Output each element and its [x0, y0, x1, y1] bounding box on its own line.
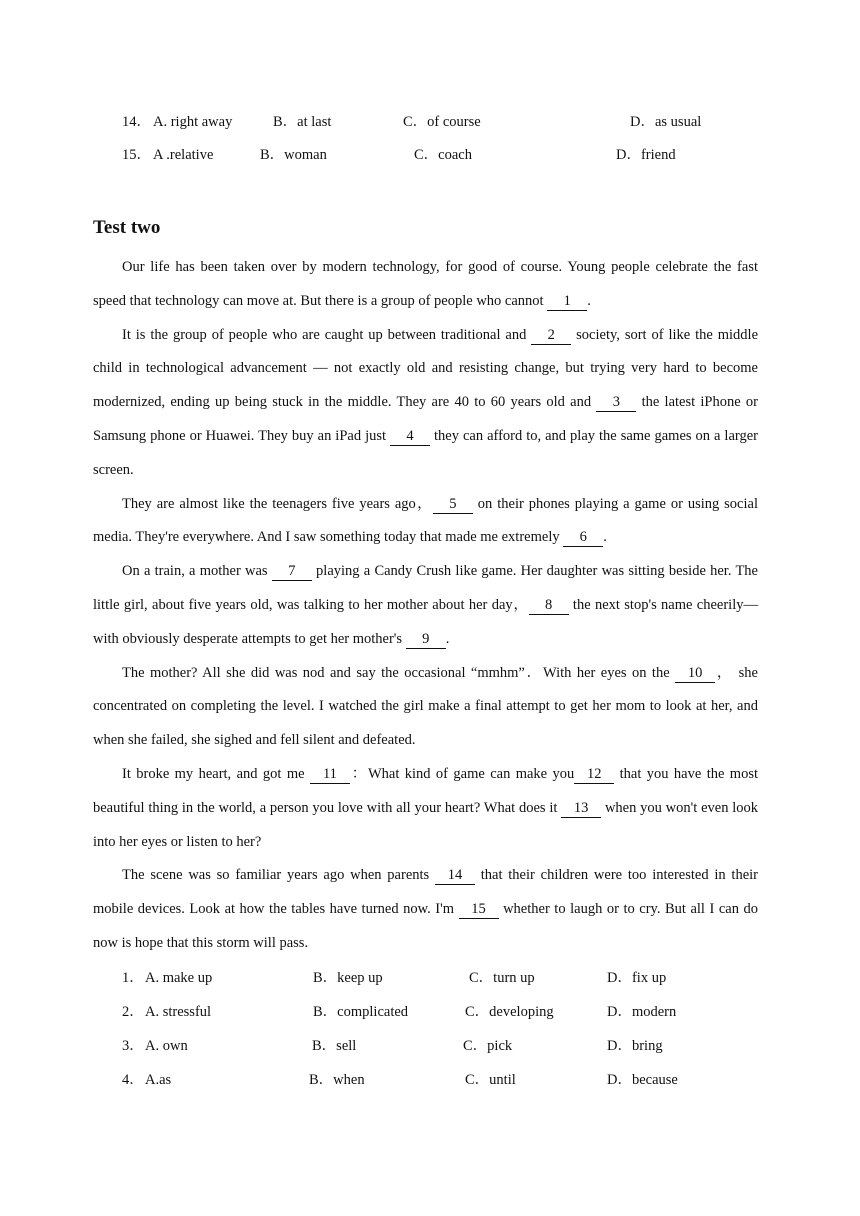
paragraph-6: [93, 758, 758, 859]
paragraph-5: [93, 657, 758, 758]
blank-9: 9: [406, 631, 446, 649]
passage-text: The mother? All she did was nod and say the occasional “mmhm”．With her eyes on the: [122, 664, 676, 681]
option-c: C．of course: [403, 114, 481, 130]
option-b: B．at last: [273, 114, 332, 130]
option-c: C．developing: [465, 1004, 554, 1020]
question-number: 4．: [122, 1072, 144, 1088]
question-number: 1．: [122, 970, 144, 986]
section-heading: Test two: [93, 217, 161, 238]
option-row-1: [0, 967, 860, 989]
passage-text: that you have the most beautiful thing in the world, a person you love with all your heart? What does it: [93, 765, 759, 816]
passage-text: playing a Candy Crush like game. Her daughter was sitting beside her. The little girl, about five years old, was talking to her mother about her day，: [93, 563, 758, 613]
passage-text: ， she concentrated on completing the level. I watched the girl make a final attempt to get her mom to look at her, and when she failed, she sighed and fell silent and defeated.: [93, 664, 758, 749]
passage-text: .: [587, 292, 591, 309]
passage-text: that their children were too interested in their mobile devices. Look at how the tables have turned now. I'm: [93, 867, 758, 918]
passage-text: On a train, a mother was: [122, 563, 272, 580]
passage-text: the latest iPhone or Samsung phone or Huawei. They buy an iPad just: [93, 394, 759, 444]
question-number: 3．: [122, 1038, 144, 1054]
option-a: A .relative: [153, 147, 214, 163]
option-d: D．modern: [607, 1004, 677, 1020]
passage-text: It is the group of people who are caught up between traditional and: [122, 326, 532, 343]
option-d: D．as usual: [630, 114, 702, 130]
passage-text: ：What kind of game can make you: [349, 765, 575, 782]
blank-14: 14: [435, 867, 475, 885]
question-number: 15．: [122, 147, 151, 163]
option-a: A. stressful: [145, 1004, 212, 1020]
cloze-passage: [93, 251, 758, 961]
paragraph-7: [93, 859, 758, 960]
option-b: B．complicated: [313, 1004, 409, 1020]
question-number: 14．: [122, 114, 151, 130]
option-row-14: [0, 111, 860, 133]
option-b: B．woman: [260, 147, 327, 163]
option-row-4: [0, 1069, 860, 1091]
passage-text: when you won't even look into her eyes or listen to her?: [93, 799, 759, 850]
option-a: A.as: [145, 1072, 172, 1088]
blank-11: 11: [310, 766, 350, 784]
passage-text: on their phones playing a game or using social media. They're everywhere. And I saw something today that made me extremely: [93, 495, 758, 546]
option-c: C．coach: [414, 147, 472, 163]
passage-text: They are almost like the teenagers five years ago，: [122, 495, 433, 512]
option-row-15: [0, 144, 860, 166]
paragraph-2: [93, 319, 758, 488]
option-c: C．pick: [463, 1038, 513, 1054]
passage-text: society, sort of like the middle child in technological advancement — not exactly old and resisting change, but trying very hard to become modernized, ending up being stuck in the middle. They are 40 to 60 years old and: [93, 326, 758, 411]
question-number: 2．: [122, 1004, 144, 1020]
option-c: C．turn up: [469, 970, 535, 986]
option-a: A. own: [145, 1038, 188, 1054]
option-a: A. right away: [153, 114, 233, 130]
option-b: B．sell: [312, 1038, 357, 1054]
passage-text: the next stop's name cheerily—with obviously desperate attempts to get her mother's: [93, 596, 758, 647]
option-b: B．keep up: [313, 970, 383, 986]
blank-13: 13: [561, 800, 601, 818]
option-row-3: [0, 1035, 860, 1057]
blank-8: 8: [529, 597, 569, 615]
option-d: D．because: [607, 1072, 678, 1088]
blank-15: 15: [459, 901, 499, 919]
blank-5: 5: [433, 496, 473, 514]
option-d: D．bring: [607, 1038, 663, 1054]
blank-4: 4: [390, 428, 430, 446]
blank-1: 1: [547, 293, 587, 311]
blank-7: 7: [272, 563, 312, 581]
blank-6: 6: [563, 529, 603, 547]
passage-text: It broke my heart, and got me: [122, 765, 310, 782]
option-a: A. make up: [145, 970, 213, 986]
option-c: C．until: [465, 1072, 516, 1088]
blank-10: 10: [675, 665, 715, 683]
passage-text: whether to laugh or to cry. But all I can do now is hope that this storm will pass.: [93, 901, 758, 951]
blank-2: 2: [531, 327, 571, 345]
paragraph-4: [93, 555, 758, 656]
passage-text: The scene was so familiar years ago when parents: [122, 867, 435, 884]
blank-3: 3: [596, 394, 636, 412]
passage-text: they can afford to, and play the same games on a larger screen.: [93, 427, 758, 478]
option-b: B．when: [309, 1072, 365, 1088]
option-d: D．friend: [616, 147, 676, 163]
paragraph-3: [93, 488, 758, 556]
paragraph-1: [93, 251, 758, 319]
option-row-2: [0, 1001, 860, 1023]
passage-text: Our life has been taken over by modern technology, for good of course. Young people celebrate the fast speed that technology can move at. But there is a group of people who cannot: [93, 259, 758, 309]
passage-text: .: [603, 529, 607, 546]
blank-12: 12: [574, 766, 614, 784]
option-d: D．fix up: [607, 970, 667, 986]
passage-text: .: [445, 630, 450, 647]
